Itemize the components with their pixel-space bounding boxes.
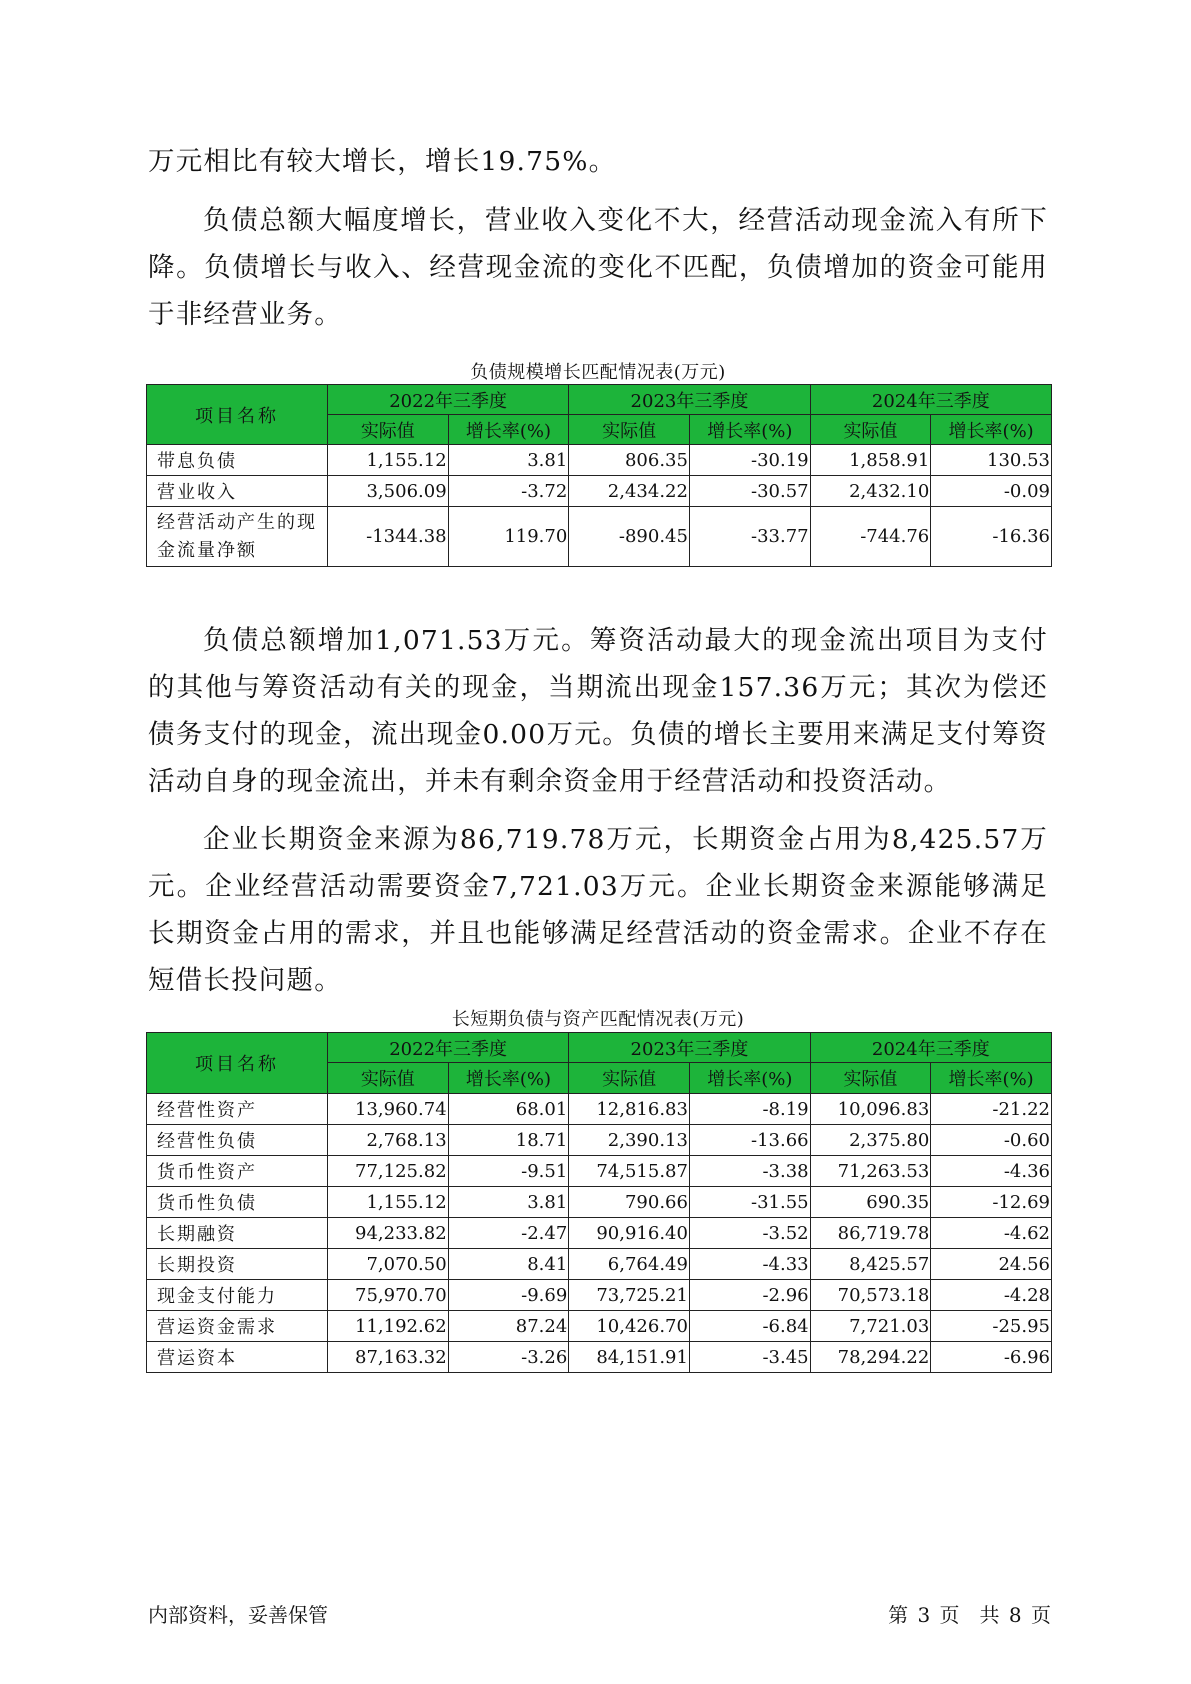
cell-value: -25.95 bbox=[931, 1311, 1052, 1342]
cell-value: 7,070.50 bbox=[327, 1249, 448, 1280]
cell-value: 6,764.49 bbox=[569, 1249, 690, 1280]
table-row bbox=[147, 1311, 1052, 1342]
cell-value: 87,163.32 bbox=[327, 1342, 448, 1373]
row-label: 营业收入 bbox=[147, 476, 328, 507]
cell-value: 3,506.09 bbox=[327, 476, 448, 507]
row-label: 营运资本 bbox=[147, 1342, 328, 1373]
sub-header: 增长率(%) bbox=[448, 415, 569, 445]
table-row bbox=[147, 1156, 1052, 1187]
cell-value: -12.69 bbox=[931, 1187, 1052, 1218]
table-row bbox=[147, 1187, 1052, 1218]
cell-value: 10,426.70 bbox=[569, 1311, 690, 1342]
cell-value: 119.70 bbox=[448, 507, 569, 567]
cell-value: -2.47 bbox=[448, 1218, 569, 1249]
cell-value: 2,434.22 bbox=[569, 476, 690, 507]
cell-value: 94,233.82 bbox=[327, 1218, 448, 1249]
cell-value: -30.57 bbox=[689, 476, 810, 507]
paragraph-1: 万元相比有较大增长，增长19.75%。 bbox=[148, 146, 617, 177]
cell-value: 806.35 bbox=[569, 445, 690, 476]
row-label: 现金支付能力 bbox=[147, 1280, 328, 1311]
cell-value: 24.56 bbox=[931, 1249, 1052, 1280]
cell-value: 2,768.13 bbox=[327, 1125, 448, 1156]
sub-header: 增长率(%) bbox=[448, 1063, 569, 1094]
cell-value: -16.36 bbox=[931, 507, 1052, 567]
sub-header: 实际值 bbox=[810, 1063, 931, 1094]
cell-value: -13.66 bbox=[689, 1125, 810, 1156]
row-label: 货币性资产 bbox=[147, 1156, 328, 1187]
cell-value: -6.96 bbox=[931, 1342, 1052, 1373]
period-header: 2022年三季度 bbox=[327, 1033, 568, 1063]
cell-value: -8.19 bbox=[689, 1094, 810, 1125]
cell-value: 84,151.91 bbox=[569, 1342, 690, 1373]
row-label: 带息负债 bbox=[147, 445, 328, 476]
cell-value: -9.51 bbox=[448, 1156, 569, 1187]
sub-header: 增长率(%) bbox=[689, 415, 810, 445]
row-label: 经营性负债 bbox=[147, 1125, 328, 1156]
paragraph-3: 负债总额增加1,071.53万元。筹资活动最大的现金流出项目为支付的其他与筹资活动有关的现金，当期流出现金157.36万元；其次为偿还债务支付的现金，流出现金0.00万元。负债的增长主要用来满足支付筹资活动自身的现金流出，并未有剩余资金用于经营活动和投资活动。 bbox=[148, 625, 1048, 797]
row-label: 长期投资 bbox=[147, 1249, 328, 1280]
cell-value: -30.19 bbox=[689, 445, 810, 476]
row-label: 营运资金需求 bbox=[147, 1311, 328, 1342]
paragraph-2: 负债总额大幅度增长，营业收入变化不大，经营活动现金流入有所下降。负债增长与收入、经营现金流的变化不匹配，负债增加的资金可能用于非经营业务。 bbox=[148, 205, 1048, 330]
cell-value: 3.81 bbox=[448, 1187, 569, 1218]
cell-value: 74,515.87 bbox=[569, 1156, 690, 1187]
cell-value: 11,192.62 bbox=[327, 1311, 448, 1342]
cell-value: 130.53 bbox=[931, 445, 1052, 476]
sub-header: 增长率(%) bbox=[931, 415, 1052, 445]
sub-header: 实际值 bbox=[327, 1063, 448, 1094]
item-name-header: 项目名称 bbox=[147, 385, 328, 445]
term-matching-table bbox=[146, 1032, 1052, 1373]
period-header: 2022年三季度 bbox=[327, 385, 568, 415]
cell-value: 77,125.82 bbox=[327, 1156, 448, 1187]
cell-value: -2.96 bbox=[689, 1280, 810, 1311]
table-row bbox=[147, 476, 1052, 507]
page-number: 第 3 页 共 8 页 bbox=[888, 1603, 1051, 1627]
row-label: 货币性负债 bbox=[147, 1187, 328, 1218]
cell-value: 8,425.57 bbox=[810, 1249, 931, 1280]
cell-value: -3.26 bbox=[448, 1342, 569, 1373]
cell-value: 71,263.53 bbox=[810, 1156, 931, 1187]
cell-value: -4.33 bbox=[689, 1249, 810, 1280]
period-header: 2024年三季度 bbox=[810, 1033, 1051, 1063]
cell-value: 12,816.83 bbox=[569, 1094, 690, 1125]
cell-value: 73,725.21 bbox=[569, 1280, 690, 1311]
cell-value: 2,390.13 bbox=[569, 1125, 690, 1156]
cell-value: -3.45 bbox=[689, 1342, 810, 1373]
cell-value: -744.76 bbox=[810, 507, 931, 567]
cell-value: 10,096.83 bbox=[810, 1094, 931, 1125]
cell-value: 87.24 bbox=[448, 1311, 569, 1342]
table-row bbox=[147, 445, 1052, 476]
cell-value: 86,719.78 bbox=[810, 1218, 931, 1249]
cell-value: 790.66 bbox=[569, 1187, 690, 1218]
cell-value: -1344.38 bbox=[327, 507, 448, 567]
period-header: 2024年三季度 bbox=[810, 385, 1051, 415]
sub-header: 实际值 bbox=[810, 415, 931, 445]
cell-value: -3.72 bbox=[448, 476, 569, 507]
cell-value: 2,432.10 bbox=[810, 476, 931, 507]
table-row bbox=[147, 507, 1052, 567]
cell-value: 68.01 bbox=[448, 1094, 569, 1125]
cell-value: 90,916.40 bbox=[569, 1218, 690, 1249]
cell-value: -4.62 bbox=[931, 1218, 1052, 1249]
item-name-header: 项目名称 bbox=[147, 1033, 328, 1094]
cell-value: -31.55 bbox=[689, 1187, 810, 1218]
cell-value: 70,573.18 bbox=[810, 1280, 931, 1311]
cell-value: -6.84 bbox=[689, 1311, 810, 1342]
cell-value: 1,155.12 bbox=[327, 1187, 448, 1218]
table1-caption: 负债规模增长匹配情况表(万元) bbox=[470, 362, 726, 383]
cell-value: -0.60 bbox=[931, 1125, 1052, 1156]
confidential-footer: 内部资料，妥善保管 bbox=[148, 1603, 328, 1627]
cell-value: 7,721.03 bbox=[810, 1311, 931, 1342]
cell-value: -0.09 bbox=[931, 476, 1052, 507]
period-header: 2023年三季度 bbox=[569, 1033, 810, 1063]
table-row bbox=[147, 1125, 1052, 1156]
debt-growth-table bbox=[146, 384, 1052, 567]
sub-header: 实际值 bbox=[327, 415, 448, 445]
cell-value: -3.38 bbox=[689, 1156, 810, 1187]
row-label: 长期融资 bbox=[147, 1218, 328, 1249]
period-header: 2023年三季度 bbox=[569, 385, 810, 415]
table-row bbox=[147, 1218, 1052, 1249]
sub-header: 增长率(%) bbox=[689, 1063, 810, 1094]
sub-header: 实际值 bbox=[569, 415, 690, 445]
table-row bbox=[147, 1249, 1052, 1280]
table-row bbox=[147, 1094, 1052, 1125]
cell-value: 18.71 bbox=[448, 1125, 569, 1156]
cell-value: -21.22 bbox=[931, 1094, 1052, 1125]
cell-value: -33.77 bbox=[689, 507, 810, 567]
row-label: 经营性资产 bbox=[147, 1094, 328, 1125]
cell-value: 690.35 bbox=[810, 1187, 931, 1218]
cell-value: -890.45 bbox=[569, 507, 690, 567]
cell-value: 1,155.12 bbox=[327, 445, 448, 476]
cell-value: -3.52 bbox=[689, 1218, 810, 1249]
table-row bbox=[147, 1342, 1052, 1373]
cell-value: -9.69 bbox=[448, 1280, 569, 1311]
cell-value: -4.28 bbox=[931, 1280, 1052, 1311]
cell-value: 78,294.22 bbox=[810, 1342, 931, 1373]
table-row bbox=[147, 1280, 1052, 1311]
cell-value: 3.81 bbox=[448, 445, 569, 476]
row-label: 经营活动产生的现金流量净额 bbox=[147, 507, 328, 567]
paragraph-4: 企业长期资金来源为86,719.78万元，长期资金占用为8,425.57万元。企业经营活动需要资金7,721.03万元。企业长期资金来源能够满足长期资金占用的需求，并且也能够满足经营活动的资金需求。企业不存在短借长投问题。 bbox=[148, 824, 1048, 996]
cell-value: 13,960.74 bbox=[327, 1094, 448, 1125]
sub-header: 实际值 bbox=[569, 1063, 690, 1094]
cell-value: -4.36 bbox=[931, 1156, 1052, 1187]
cell-value: 8.41 bbox=[448, 1249, 569, 1280]
table2-caption: 长短期负债与资产匹配情况表(万元) bbox=[451, 1009, 745, 1030]
cell-value: 2,375.80 bbox=[810, 1125, 931, 1156]
cell-value: 75,970.70 bbox=[327, 1280, 448, 1311]
sub-header: 增长率(%) bbox=[931, 1063, 1052, 1094]
cell-value: 1,858.91 bbox=[810, 445, 931, 476]
